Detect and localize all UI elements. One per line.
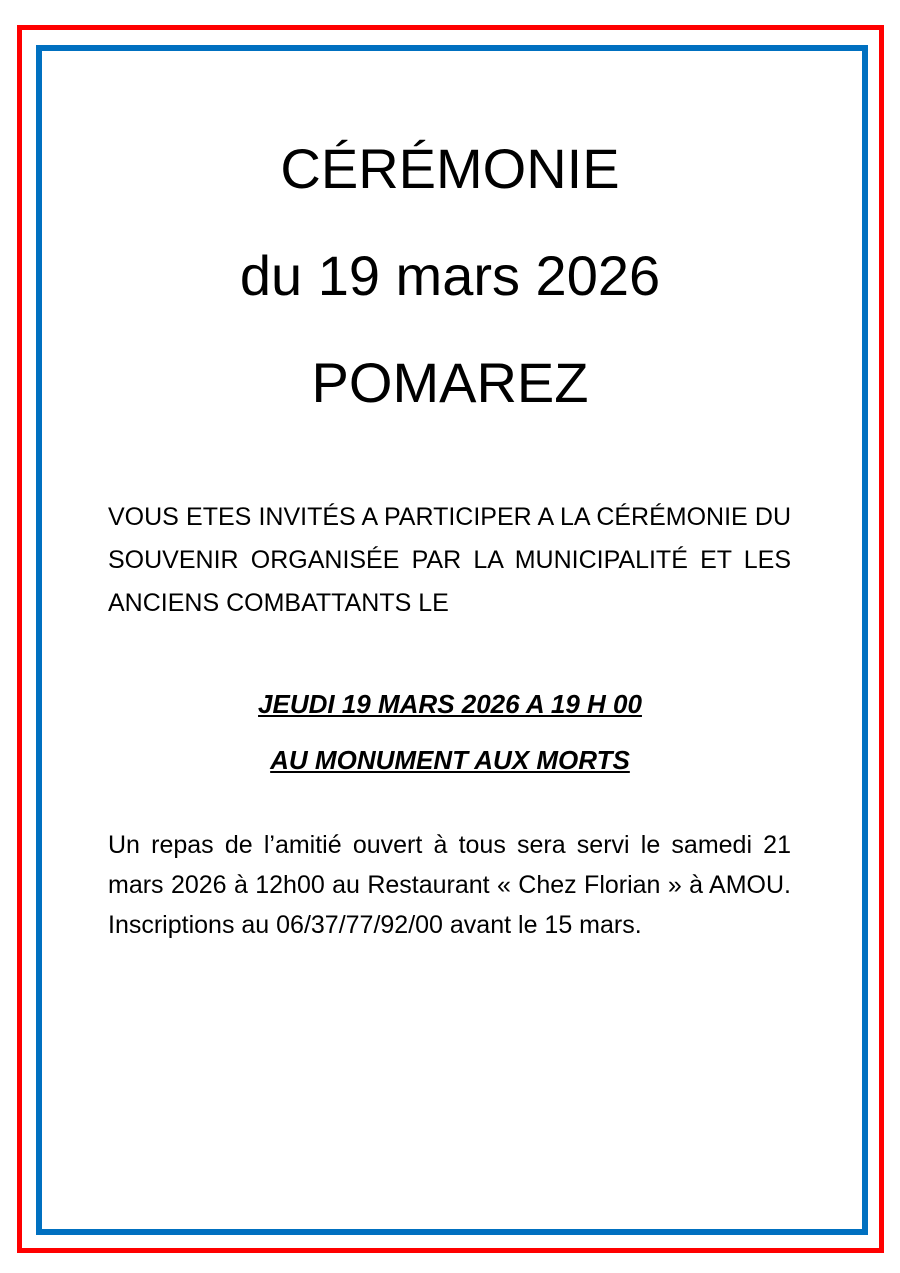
invitation-text: VOUS ETES INVITÉS A PARTICIPER A LA CÉRÉMONIE DU SOUVENIR ORGANISÉE PAR LA MUNICIPALITÉ ET LES ANCIENS COMBATTANTS LE (108, 503, 791, 617)
title-block (0, 115, 900, 436)
event-location: AU MONUMENT AUX MORTS (270, 745, 630, 775)
event-block (0, 676, 900, 788)
meal-announcement: Un repas de l’amitié ouvert à tous sera servi le samedi 21 mars 2026 à 12h00 au Restaurant « Chez Florian » à AMOU. Inscriptions au 06/37/77/92/00 avant le 15 mars. (108, 831, 791, 939)
event-date-time: JEUDI 19 MARS 2026 A 19 H 00 (258, 689, 642, 719)
title-ceremony: CÉRÉMONIE (280, 137, 620, 200)
title-town: POMAREZ (311, 351, 589, 414)
title-date: du 19 mars 2026 (239, 244, 661, 307)
